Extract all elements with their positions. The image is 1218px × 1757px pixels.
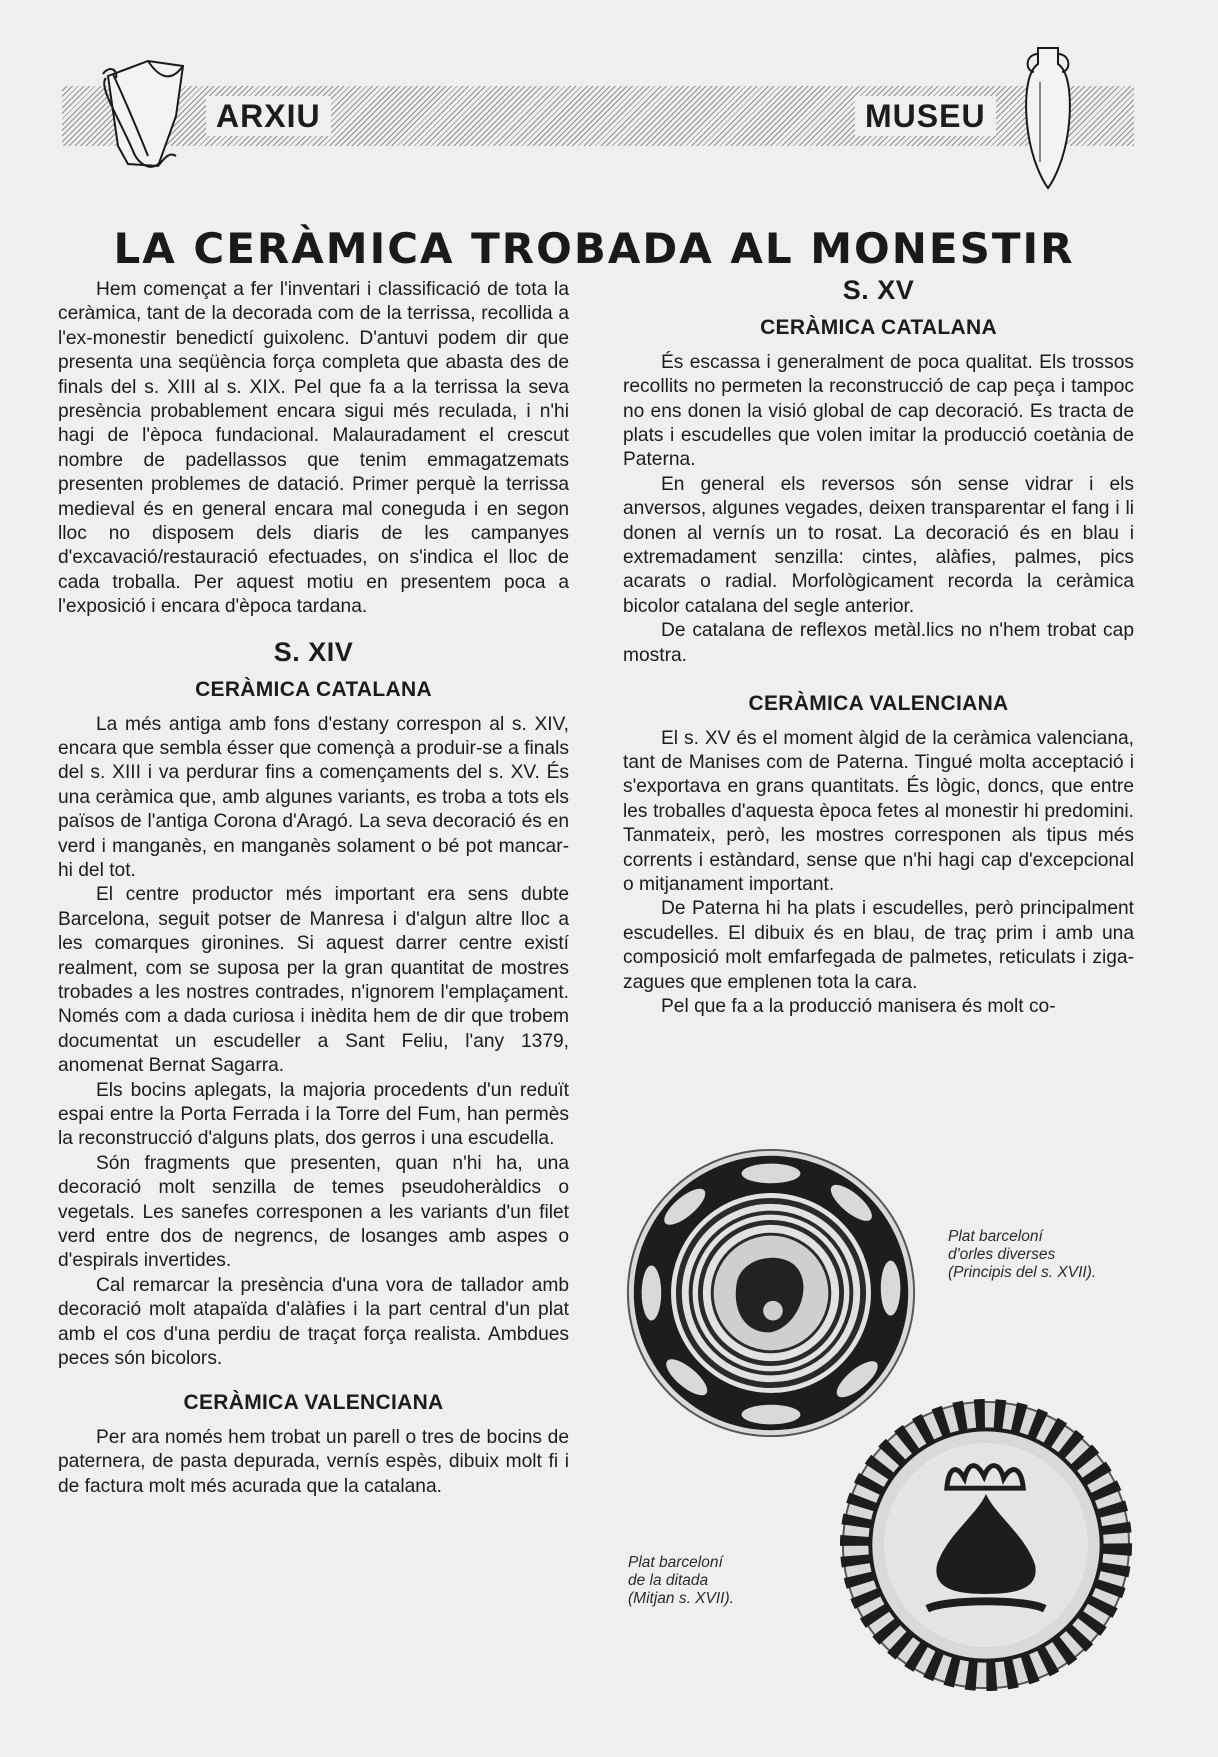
caption-line: Plat barceloní bbox=[948, 1228, 1043, 1245]
paragraph: Pel que fa a la producció manisera és molt co- bbox=[661, 995, 1056, 1017]
page-title: LA CERÀMICA TROBADA AL MONESTIR bbox=[113, 224, 1075, 274]
caption-line: de la ditada bbox=[628, 1572, 709, 1589]
century-heading-xiv: S. XIV bbox=[273, 636, 354, 667]
header-right-label: MUSEU bbox=[855, 96, 996, 136]
plate-photo-orles bbox=[622, 1146, 920, 1440]
century-heading-xv: S. XV bbox=[842, 275, 915, 305]
amphora-icon bbox=[1020, 42, 1076, 192]
paragraph: Els bocins aplegats, la majoria procedents d'un reduït espai entre la Porta Ferrada i la Torre del Fum, han permès la reconstrucció d'alguns plats, dos gerros i una escudella. bbox=[58, 1079, 569, 1150]
paragraph: El s. XV és el moment àlgid de la ceràmica valenciana, tant de Manises com de Paterna. Tingué molta acceptació i s'exportava en grans quantitats. És lògic, doncs, que entre les troballes d'aquesta època fetes al monestir hi predomini. Tanmateix, però, les mostres corresponen als tipus més corrents i estàndard, sense que n'hi hagi cap d'excepcional o mitjanament important. bbox=[623, 727, 1134, 895]
left-column bbox=[58, 278, 569, 1499]
scroll-icon bbox=[88, 56, 198, 176]
paragraph: Per ara només hem trobat un parell o tres de bocins de paternera, de pasta depurada, vernís espès, dibuix molt fi i de factura molt més acurada que la catalana. bbox=[58, 1426, 569, 1497]
paragraph: De catalana de reflexos metàl.lics no n'hem trobat cap mostra. bbox=[623, 620, 1134, 666]
figure-caption-2 bbox=[628, 1554, 818, 1608]
figure-caption-1 bbox=[948, 1228, 1138, 1282]
caption-line: (Mitjan s. XVII). bbox=[628, 1590, 734, 1607]
paragraph: La més antiga amb fons d'estany correspon al s. XIV, encara que sembla ésser que començà a produir-se a finals del s. XIII i va perdurar fins a començaments del s. XV. És una ceràmica que, amb algunes variants, es troba a tots els països de l'antiga Corona d'Aragó. La seva decoració és en verd i manganès, en manganès solament o bé pot mancar-hi del tot. bbox=[58, 713, 569, 881]
right-column bbox=[623, 275, 1134, 1019]
paragraph: Cal remarcar la presència d'una vora de tallador amb decoració molt atapaïda d'alàfies i la part central d'un plat amb el cos d'una perdiu de traçat força realista. Ambdues peces són bicolors. bbox=[58, 1274, 569, 1370]
caption-line: Plat barceloní bbox=[628, 1554, 723, 1571]
intro-paragraph: Hem començat a fer l'inventari i classificació de tota la ceràmica, tant de la decorada com de la terrissa, recollida a l'ex-monestir benedictí guixolenc. D'antuvi podem dir que presenta una seqüència força completa que abasta des de finals del s. XIII al s. XIX. Pel que fa a la terrissa la seva presència probablement encara sigui més reculada, i n'hi hagi de l'època fundacional. Malauradament el crescut nombre de padellassos que tenim emmagatzemats presenten problemes de datació. Primer perquè la terrissa medieval és en general encara mal coneguda i en segon lloc no disposem dels diaris de les campanyes d'excavació/restauració efectuades, on s'indica el lloc de cada troballa. Per aquest motiu en presentem poca a l'exposició i encara d'època tardana. bbox=[58, 279, 569, 618]
paragraph: El centre productor més important era sens dubte Barcelona, seguit potser de Manresa i d'algun altre lloc a les comarques gironines. Si aquest darrer centre existí realment, com se suposa per la gran quantitat de mostres trobades a les nostres contrades, n'ignorem l'emplaçament. Només com a dada curiosa i inèdita hem de dir que trobem documentat un escudeller a Sant Feliu, l'any 1379, anomenat Bernat Sagarra. bbox=[58, 884, 569, 1077]
caption-line: (Principis del s. XVII). bbox=[948, 1264, 1097, 1281]
section-heading-catalana-xiv: CERÀMICA CATALANA bbox=[195, 678, 432, 702]
paragraph: És escassa i generalment de poca qualitat. Els trossos recollits no permeten la reconstrucció de cap peça i tampoc no ens donen la visió global de cap decoració. Es tracta de plats i escudelles que volen imitar la producció coetània de Paterna. bbox=[623, 351, 1134, 471]
section-heading-valenciana-xv: CERÀMICA VALENCIANA bbox=[748, 692, 1009, 716]
paragraph: De Paterna hi ha plats i escudelles, però principalment escudelles. El dibuix és en blau, de traç prim i amb una composició molt emfarfegada de palmetes, reticulats i ziga-zagues que emplenen tota la cara. bbox=[623, 898, 1134, 993]
plate-photo-ditada bbox=[838, 1398, 1134, 1692]
caption-line: d'orles diverses bbox=[948, 1246, 1056, 1263]
paragraph: En general els reversos són sense vidrar i els anversos, algunes vegades, deixen transparentar el fang i li donen al vernís un to rosat. La decoració és en blau i extremadament senzilla: cintes, alàfies, palmes, pics acarats o radial. Morfològicament recorda la ceràmica bicolor catalana del segle anterior. bbox=[623, 473, 1134, 617]
paragraph: Són fragments que presenten, quan n'hi ha, una decoració molt senzilla de temes pseudoheràldics o vegetals. Les sanefes corresponen a les variants d'un filet verd entre dos de negrencs, de losanges amb aspes o d'espirals invertides. bbox=[58, 1152, 569, 1272]
header-left-label: ARXIU bbox=[206, 96, 331, 136]
section-heading-valenciana-xiv: CERÀMICA VALENCIANA bbox=[183, 1391, 444, 1415]
section-heading-catalana-xv: CERÀMICA CATALANA bbox=[760, 316, 997, 340]
